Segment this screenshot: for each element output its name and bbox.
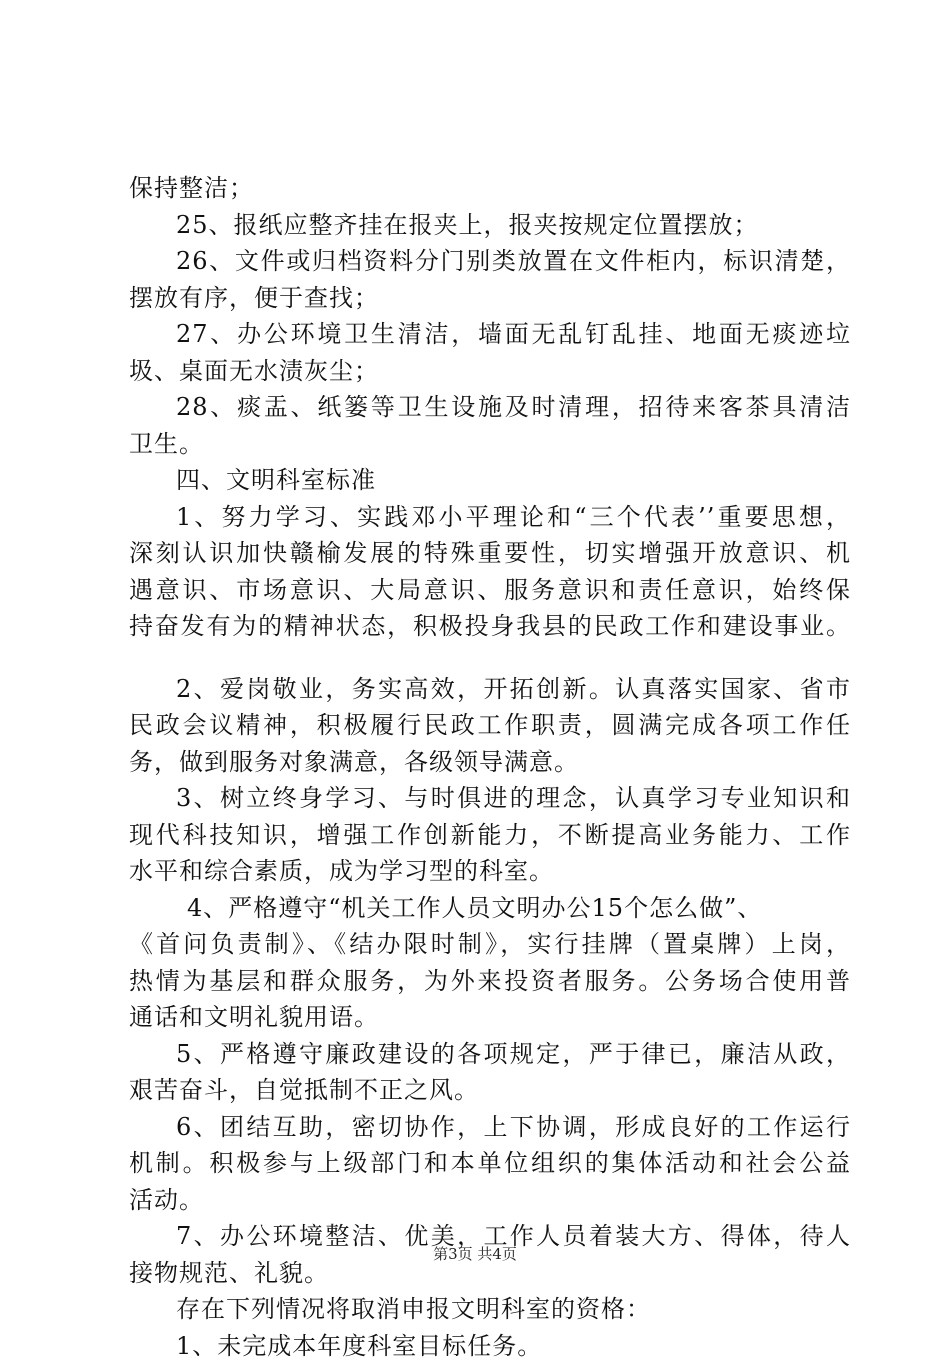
text-line: 卫生。 [129,426,851,463]
text-line: 5、严格遵守廉政建设的各项规定，严于律已，廉洁从政， [129,1036,851,1073]
text-line: 4、严格遵守“机关工作人员文明办公15个怎么做”、 [129,890,851,927]
text-line: 通话和文明礼貌用语。 [129,999,851,1036]
text-line: 存在下列情况将取消申报文明科室的资格： [129,1291,851,1328]
text-line: 7、办公环境整洁、优美，工作人员着装大方、得体，待人 [129,1218,851,1255]
text-line: 25、报纸应整齐挂在报夹上，报夹按规定位置摆放； [129,207,851,244]
text-line: 2、爱岗敬业，务实高效，开拓创新。认真落实国家、省市 [129,671,851,708]
text-line: 圾、桌面无水渍灰尘； [129,353,851,390]
text-line: 热情为基层和群众服务，为外来投资者服务。公务场合使用普 [129,963,851,1000]
text-line: 遇意识、市场意识、大局意识、服务意识和责任意识，始终保 [129,572,851,609]
text-line: 活动。 [129,1182,851,1219]
text-line: 机制。积极参与上级部门和本单位组织的集体活动和社会公益 [129,1145,851,1182]
text-line: 现代科技知识，增强工作创新能力，不断提高业务能力、工作 [129,817,851,854]
text-line: 26、文件或归档资料分门别类放置在文件柜内，标识清楚， [129,243,851,280]
section-heading: 四、文明科室标准 [129,462,851,499]
text-line: 接物规范、礼貌。 [129,1255,851,1292]
text-line: 28、痰盂、纸篓等卫生设施及时清理，招待来客茶具清洁 [129,389,851,426]
text-line: 艰苦奋斗，自觉抵制不正之风。 [129,1072,851,1109]
text-line: 水平和综合素质，成为学习型的科室。 [129,853,851,890]
text-line: 务，做到服务对象满意，各级领导满意。 [129,744,851,781]
text-line: 民政会议精神，积极履行民政工作职责，圆满完成各项工作任 [129,707,851,744]
text-line: 持奋发有为的精神状态，积极投身我县的民政工作和建设事业。 [129,608,851,645]
text-line: 1、未完成本年度科室目标任务。 [129,1328,851,1364]
text-line: 6、团结互助，密切协作，上下协调，形成良好的工作运行 [129,1109,851,1146]
text-line: 深刻认识加快赣榆发展的特殊重要性，切实增强开放意识、机 [129,535,851,572]
text-line: 1、努力学习、实践邓小平理论和“三个代表’’重要思想， [129,499,851,536]
text-line: 摆放有序，便于查找； [129,280,851,317]
text-line: 保持整洁； [129,170,851,207]
text-line: 3、树立终身学习、与时俱进的理念，认真学习专业知识和 [129,780,851,817]
paragraph-gap [129,645,851,671]
text-line: 《首问负责制》、《结办限时制》，实行挂牌（置桌牌）上岗， [129,926,851,963]
document-body [129,170,851,1364]
text-line: 27、办公环境卫生清洁，墙面无乱钉乱挂、地面无痰迹垃 [129,316,851,353]
page-number-footer: 第3页 共4页 [0,1244,950,1264]
